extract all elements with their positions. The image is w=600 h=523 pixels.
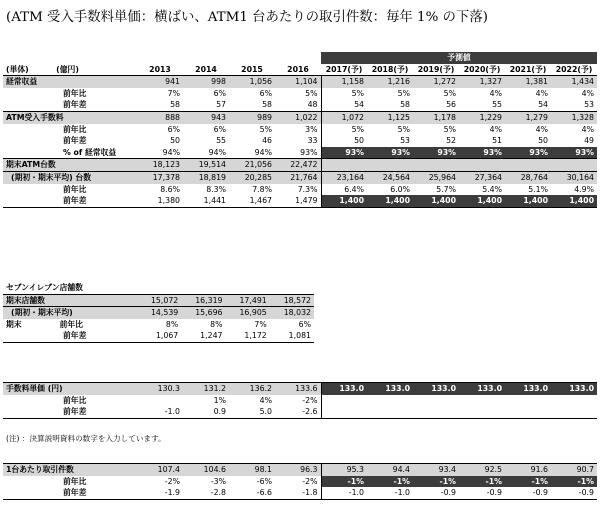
table-row	[3, 294, 314, 307]
row-label: ATM受入手数料	[3, 111, 137, 123]
table-cell: 95.3	[321, 464, 367, 476]
table-row	[3, 99, 597, 111]
table-cell: 5%	[443, 124, 456, 134]
table-cell: 1,081	[270, 330, 314, 342]
table-cell: 21,764	[275, 171, 321, 183]
table-cell: 55	[492, 100, 502, 110]
table-cell: 23,164	[321, 171, 367, 183]
table-cell: 55	[216, 136, 226, 146]
table-cell: 46	[262, 136, 272, 146]
table-cell: 1%	[213, 395, 226, 405]
section-heading-row	[3, 282, 314, 294]
table-cell: 1,400	[459, 195, 505, 207]
table-cell: 58	[400, 100, 410, 110]
table-cell: 1,272	[413, 76, 459, 88]
row-label: 前年差	[3, 487, 137, 499]
table-cell	[551, 406, 597, 418]
row-label: 手数料単価 (円)	[3, 383, 137, 395]
table-cell: 15,072	[137, 294, 181, 307]
row-label: 前年比	[63, 88, 87, 98]
table-cell: 94%	[254, 147, 272, 157]
table-row	[3, 307, 314, 319]
table-cell: 96.3	[275, 464, 321, 476]
table-cell: 6%	[213, 88, 226, 98]
table-cell	[321, 406, 367, 418]
year-header: 2020(予)	[459, 64, 505, 76]
table-cell: 48	[307, 100, 318, 110]
table-cell	[505, 159, 551, 172]
row-label: 経常収益	[3, 76, 137, 88]
table-cell: 94%	[162, 147, 180, 157]
table-cell	[367, 395, 413, 407]
table-cell: 4%	[535, 88, 548, 98]
table-cell	[367, 159, 413, 172]
row-label: 前年比	[63, 124, 87, 134]
table-cell	[137, 395, 183, 407]
table-cell: 6%	[298, 319, 311, 329]
table-cell: -2%	[302, 476, 318, 486]
table-cell: 1,400	[551, 195, 597, 207]
table-cell: 93%	[321, 147, 367, 159]
row-label: (期初・期末平均)	[3, 307, 137, 319]
table-cell: 93%	[413, 147, 459, 159]
table-cell: 136.2	[229, 383, 275, 395]
table-cell: 133.0	[459, 383, 505, 395]
table-cell	[551, 395, 597, 407]
table-cell: 1,328	[551, 111, 597, 123]
table-row	[3, 395, 597, 407]
section-heading: セブンイレブン店舗数	[6, 283, 83, 292]
table-row	[3, 111, 597, 123]
table-cell: 56	[446, 100, 456, 110]
fee-unit-section	[3, 382, 597, 419]
table-cell: 3%	[305, 124, 318, 134]
table-cell: 5%	[259, 124, 272, 134]
table-row	[3, 76, 597, 88]
table-cell: -3%	[210, 476, 226, 486]
unit-label: (単体)	[6, 64, 29, 74]
table-cell: 22,472	[275, 159, 321, 172]
transactions-section	[3, 463, 597, 500]
year-header: 2014	[183, 64, 229, 76]
table-row	[3, 476, 597, 488]
table-cell: 5%	[397, 88, 410, 98]
fee-unit-table	[3, 382, 597, 419]
table-cell: 4%	[581, 124, 594, 134]
table-cell: 51	[492, 136, 502, 146]
table-cell: 5.1%	[528, 184, 548, 194]
table-cell: -2%	[164, 476, 180, 486]
table-cell: 50	[170, 136, 180, 146]
footnote: (注) ：決算説明資料の数字を入力しています。	[6, 434, 166, 443]
table-cell: -2.8	[183, 487, 229, 499]
table-cell: 33	[307, 136, 318, 146]
row-label: 前年差	[63, 136, 87, 146]
table-cell: 93%	[551, 147, 597, 159]
table-cell: 1,479	[275, 195, 321, 207]
table-cell: 14,539	[137, 307, 181, 319]
table-cell: 8%	[165, 319, 179, 329]
table-cell: 30,164	[551, 171, 597, 183]
table-cell: 4%	[535, 124, 548, 134]
table-cell: 1,380	[137, 195, 183, 207]
table-cell: 1,072	[321, 111, 367, 123]
table-cell	[459, 159, 505, 172]
table-cell: 1,056	[229, 76, 275, 88]
year-header: 2021(予)	[505, 64, 551, 76]
table-cell: 1,400	[505, 195, 551, 207]
table-cell: 941	[137, 76, 183, 88]
table-cell: -1%	[551, 476, 597, 488]
table-cell: 133.6	[275, 383, 321, 395]
main-table	[3, 52, 597, 208]
table-cell: 17,378	[137, 171, 183, 183]
table-cell: 16,905	[226, 307, 270, 319]
table-cell: -1%	[413, 476, 459, 488]
table-row	[3, 319, 314, 331]
table-cell: 1,400	[413, 195, 459, 207]
table-cell: 8.3%	[206, 184, 226, 194]
row-label: 1台あたり取引件数	[3, 464, 137, 476]
table-cell: 7%	[254, 319, 267, 329]
table-cell: 90.7	[551, 464, 597, 476]
table-cell	[321, 395, 367, 407]
table-cell: 15,696	[181, 307, 225, 319]
table-cell: 133.0	[413, 383, 459, 395]
table-cell: 54	[321, 99, 367, 111]
store-count-section	[3, 282, 314, 343]
table-cell	[551, 159, 597, 172]
table-cell: 21,056	[229, 159, 275, 172]
table-cell: 1,158	[321, 76, 367, 88]
table-cell	[413, 395, 459, 407]
page-title: (ATM 受入手数料単価：横ばい、ATM1 台あたりの取引件数：毎年 1% の下落)	[6, 10, 488, 25]
table-row	[3, 147, 597, 159]
prediction-header: 予測値	[321, 52, 597, 64]
row-label: 期末店舗数	[3, 294, 137, 307]
table-cell: 5%	[443, 88, 456, 98]
table-cell: 52	[446, 136, 456, 146]
table-cell: 1,381	[505, 76, 551, 88]
table-cell: 1,327	[459, 76, 505, 88]
table-cell: 1,400	[321, 195, 367, 207]
table-cell	[505, 395, 551, 407]
transactions-table	[3, 463, 597, 500]
table-cell: 133.0	[505, 383, 551, 395]
table-cell: -2.6	[275, 406, 321, 418]
table-row	[3, 383, 597, 395]
table-cell: -1.0	[367, 487, 413, 499]
table-cell	[413, 406, 459, 418]
table-cell: 1,441	[183, 195, 229, 207]
table-cell: -1.8	[275, 487, 321, 499]
table-cell: 8%	[210, 319, 223, 329]
table-cell: 1,022	[275, 111, 321, 123]
table-cell: 888	[137, 111, 183, 123]
table-cell: 20,285	[229, 171, 275, 183]
table-cell	[413, 159, 459, 172]
table-cell: 4.9%	[574, 184, 594, 194]
table-cell	[367, 406, 413, 418]
table-cell: -1.0	[321, 487, 367, 499]
table-cell: 5%	[305, 88, 318, 98]
table-cell: -1%	[505, 476, 551, 488]
table-cell: 943	[183, 111, 229, 123]
table-cell: 5.0	[229, 406, 275, 418]
table-cell: 53	[584, 100, 594, 110]
table-cell	[505, 406, 551, 418]
table-cell: 93%	[505, 147, 551, 159]
year-header: 2017(予)	[321, 64, 367, 76]
row-label: 前年差	[3, 406, 137, 418]
table-cell: 53	[400, 136, 410, 146]
table-cell: 1,125	[367, 111, 413, 123]
table-cell: 133.0	[367, 383, 413, 395]
table-cell: 6.0%	[390, 184, 410, 194]
table-cell: 5%	[321, 124, 367, 136]
table-cell: -1.0	[137, 406, 183, 418]
table-cell: 91.6	[505, 464, 551, 476]
table-cell: 1,178	[413, 111, 459, 123]
table-cell: 1,247	[181, 330, 225, 342]
table-cell: -1%	[367, 476, 413, 488]
table-cell: 18,032	[270, 307, 314, 319]
table-cell: 8.6%	[160, 184, 180, 194]
table-cell: -2%	[302, 395, 318, 405]
row-label: 前年差	[63, 100, 87, 110]
table-cell: 5.7%	[436, 184, 456, 194]
table-cell: 1,434	[551, 76, 597, 88]
table-cell: 49	[584, 136, 594, 146]
table-cell: 5%	[321, 88, 367, 100]
row-label: 前年比	[63, 395, 87, 405]
table-cell: 133.0	[321, 383, 367, 395]
table-cell: 94.4	[367, 464, 413, 476]
year-header: 2018(予)	[367, 64, 413, 76]
table-cell: 18,572	[270, 294, 314, 307]
table-cell: 7%	[167, 88, 180, 98]
table-cell: 50	[538, 136, 548, 146]
table-row	[3, 171, 597, 183]
table-cell: 27,364	[459, 171, 505, 183]
row-label: 前年差	[3, 330, 137, 342]
table-cell: 18,819	[183, 171, 229, 183]
table-cell: 4%	[259, 395, 272, 405]
table-cell: -6.6	[229, 487, 275, 499]
table-row	[3, 464, 597, 476]
table-cell: 19,514	[183, 159, 229, 172]
table-cell: 24,564	[367, 171, 413, 183]
table-cell: 18,123	[137, 159, 183, 172]
table-cell: -0.9	[505, 487, 551, 499]
table-cell: 0.9	[183, 406, 229, 418]
row-label-sub: 前年比	[59, 319, 83, 329]
table-cell: -0.9	[459, 487, 505, 499]
table-row	[3, 195, 597, 207]
table-row	[3, 184, 597, 196]
table-cell: 93%	[367, 147, 413, 159]
table-cell: 5%	[397, 124, 410, 134]
table-cell: 50	[321, 135, 367, 147]
table-cell: 1,229	[459, 111, 505, 123]
row-label: 前年比	[63, 184, 87, 194]
table-cell: 6%	[167, 124, 180, 134]
table-cell: 7.8%	[252, 184, 272, 194]
table-cell: 1,279	[505, 111, 551, 123]
table-cell	[459, 395, 505, 407]
year-header: 2013	[137, 64, 183, 76]
table-cell: 98.1	[229, 464, 275, 476]
table-cell: -0.9	[413, 487, 459, 499]
table-cell: 93%	[459, 147, 505, 159]
table-cell: 4%	[581, 88, 594, 98]
table-cell: 58	[262, 100, 272, 110]
row-label: % of 経常収益	[63, 147, 117, 157]
table-cell: 107.4	[137, 464, 183, 476]
table-cell: 57	[216, 100, 226, 110]
table-cell	[321, 159, 367, 172]
table-cell: 94%	[208, 147, 226, 157]
table-cell: -1%	[321, 476, 367, 488]
table-cell: 7.3%	[297, 184, 318, 194]
year-header: 2022(予)	[551, 64, 597, 76]
store-count-table	[3, 282, 314, 343]
table-cell: 1,172	[226, 330, 270, 342]
year-header: 2016	[275, 64, 321, 76]
table-cell: 130.3	[137, 383, 183, 395]
table-cell: 989	[229, 111, 275, 123]
table-row	[3, 330, 314, 342]
row-label: 前年差	[3, 195, 137, 207]
table-cell: 6.4%	[321, 184, 367, 196]
year-header: 2019(予)	[413, 64, 459, 76]
table-cell: -1%	[459, 476, 505, 488]
table-cell: 6%	[259, 88, 272, 98]
table-cell: 25,964	[413, 171, 459, 183]
unit-header	[3, 64, 137, 76]
table-row	[3, 159, 597, 172]
table-row	[3, 406, 597, 418]
year-header: 2015	[229, 64, 275, 76]
row-label: 前年比	[63, 476, 87, 486]
row-label	[3, 319, 137, 331]
table-cell: 6%	[213, 124, 226, 134]
unit-value: (億円)	[56, 64, 79, 74]
table-cell: -0.9	[551, 487, 597, 499]
table-cell	[459, 406, 505, 418]
table-cell: 17,491	[226, 294, 270, 307]
row-label: 期末ATM台数	[3, 159, 137, 172]
table-cell: 1,104	[275, 76, 321, 88]
table-cell: 92.5	[459, 464, 505, 476]
table-row	[3, 135, 597, 147]
table-cell: 58	[170, 100, 180, 110]
table-cell: 16,319	[181, 294, 225, 307]
table-row	[3, 88, 597, 100]
table-row	[3, 124, 597, 136]
table-cell: 4%	[489, 124, 502, 134]
table-cell: 93.4	[413, 464, 459, 476]
main-table-section	[3, 52, 597, 208]
table-cell: 133.0	[551, 383, 597, 395]
table-row	[3, 487, 597, 499]
table-cell: 104.6	[183, 464, 229, 476]
row-label-main: 期末	[6, 319, 22, 329]
table-cell: 28,764	[505, 171, 551, 183]
table-cell: 5.4%	[482, 184, 502, 194]
table-cell: 1,400	[367, 195, 413, 207]
table-cell: 54	[538, 100, 548, 110]
table-cell: 4%	[489, 88, 502, 98]
table-cell: -1.9	[137, 487, 183, 499]
table-cell: 131.2	[183, 383, 229, 395]
table-cell: 1,067	[137, 330, 181, 342]
table-cell: 1,216	[367, 76, 413, 88]
table-cell: 1,467	[229, 195, 275, 207]
row-label: (期初・期末平均) 台数	[3, 171, 137, 183]
table-cell: -6%	[256, 476, 272, 486]
table-cell: 998	[183, 76, 229, 88]
table-cell: 93%	[300, 147, 318, 157]
